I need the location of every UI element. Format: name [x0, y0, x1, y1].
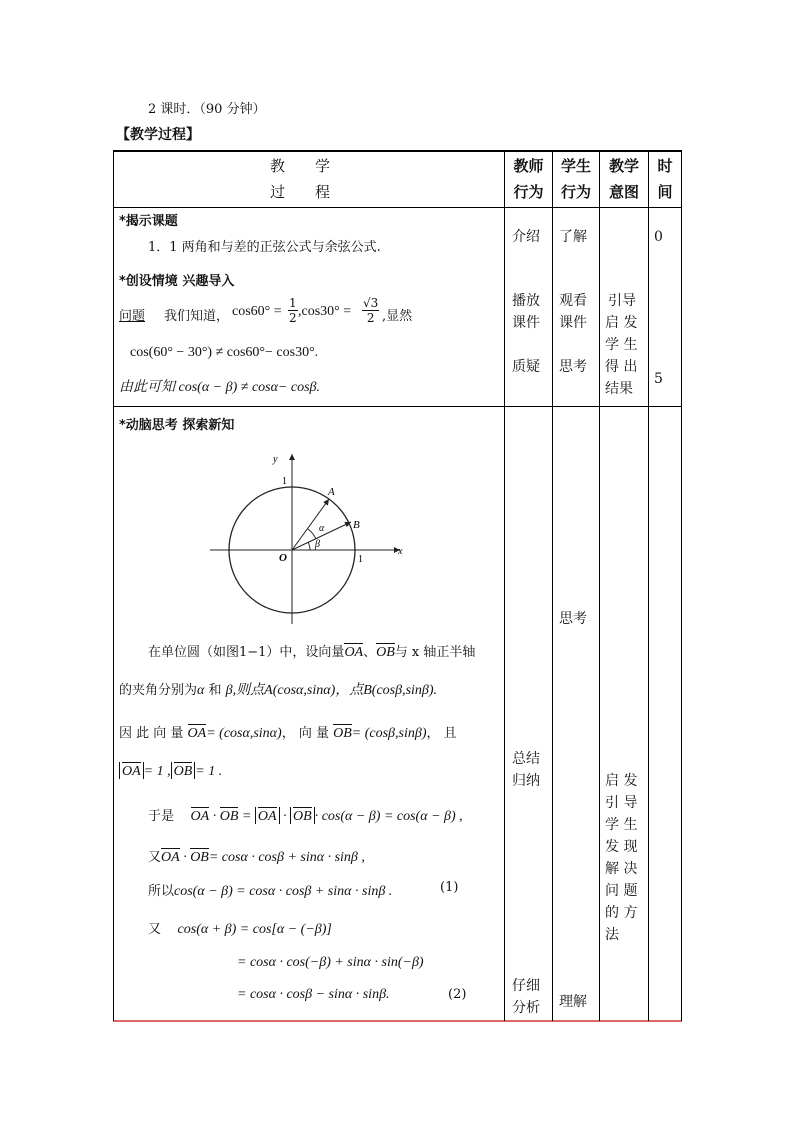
col-intent-line1: 教学	[608, 157, 639, 175]
time-end: 5	[654, 371, 663, 387]
label-x: x	[398, 546, 403, 557]
label-a: A	[328, 486, 335, 498]
student-action-understand: 理解	[559, 994, 587, 1010]
label-one-y: 1	[282, 476, 287, 487]
intent-line: 启 发	[605, 315, 638, 331]
col-student-line1: 学生	[560, 157, 591, 175]
equation-number-2: (2)	[448, 987, 467, 1002]
para2-line: 的夹角分别为α 和 β,则点A(cosα,sinα)，点B(cosβ,sinβ).	[119, 683, 438, 698]
teacher-action-question: 质疑	[512, 359, 540, 375]
col-process-line1: 教 学	[269, 157, 330, 175]
intent-line: 引导	[608, 293, 636, 309]
eq-suoyi: 所以cos(α − β) = cosα · cosβ + sinα · sinβ .	[148, 884, 393, 899]
para1-line: 在单位圆（如图1−1）中，设向量OA、OB与 x 轴正半轴	[148, 645, 476, 660]
label-beta: β	[315, 539, 320, 550]
teacher-action-careful: 仔细	[512, 978, 540, 994]
intent-line: 得 出	[605, 359, 638, 375]
teacher-action-play: 播放	[512, 293, 540, 309]
heading-explore: *动脑思考 探索新知	[119, 418, 235, 433]
eq-inequality: cos(60° − 30°) ≠ cos60°− cos30°.	[130, 345, 319, 360]
teacher-action-analyze: 分析	[512, 1000, 540, 1016]
heading-reveal-topic: *揭示课题	[119, 214, 178, 229]
frac-sqrt3-half: $\frac{√3}{2}$	[363, 296, 379, 325]
col-student-line2: 行为	[560, 183, 591, 201]
intent-line: 学 生	[605, 337, 638, 353]
label-origin: O	[279, 552, 287, 564]
intent-line: 解 决	[605, 861, 638, 877]
problem-text: 我们知道，	[164, 309, 230, 324]
eq-you2: 又 cos(α + β) = cos[α − (−β)]	[148, 922, 332, 937]
student-action-understand: 了解	[559, 229, 587, 245]
student-action-think: 思考	[559, 359, 587, 375]
alpha-arc	[308, 529, 316, 539]
teacher-action-courseware: 课件	[512, 315, 540, 331]
col-teacher-line1: 教师	[513, 157, 544, 175]
student-action-watch: 观看	[559, 293, 587, 309]
eq-line3: = cosα · cosβ − sinα · sinβ.	[237, 987, 390, 1002]
eq-conclusion: 由此可知 cos(α − β) ≠ cosα− cosβ.	[119, 380, 321, 395]
intent-line: 学 生	[605, 817, 638, 833]
col-process-line2: 过 程	[269, 183, 330, 201]
intent-line: 发 现	[605, 839, 638, 855]
eq-yushi: 于是 OA · OB = OA · OB · cos(α − β) = cos(α − β) ,	[148, 809, 463, 824]
problem-label: 问题	[119, 309, 146, 324]
col-time-line2: 间	[657, 183, 673, 201]
eq-you1: 又OA · OB= cosα · cosβ + sinα · sinβ ,	[148, 850, 365, 865]
para3-line: 因 此 向 量 OA= (cosα,sinα)， 向 量 OB= (cosβ,sinβ)， 且	[119, 726, 457, 741]
time-start: 0	[654, 229, 663, 245]
col-teacher-line2: 行为	[513, 183, 544, 201]
label-b: B	[353, 519, 360, 531]
equation-number-1: (1)	[440, 880, 459, 895]
eq-cos60: cos60° =	[232, 304, 282, 319]
teacher-action-intro: 介绍	[512, 229, 540, 245]
col-intent-line2: 意图	[608, 183, 639, 201]
frac-one-half: $\frac{1}{2}$	[289, 296, 297, 325]
teacher-action-summary: 总结	[512, 751, 540, 767]
eq-cos30: ,cos30° =	[298, 304, 352, 319]
label-y: y	[273, 454, 278, 465]
obviously-text: ,显然	[382, 309, 413, 324]
student-action-think: 思考	[559, 611, 587, 627]
intent-line: 法	[605, 927, 619, 943]
eq-line2: = cosα · cos(−β) + sinα · sin(−β)	[237, 955, 424, 970]
intent-line: 问 题	[605, 883, 638, 899]
duration-text: 2 课时．（90 分钟）	[148, 102, 266, 117]
beta-arc	[308, 542, 310, 550]
intent-line: 引 导	[605, 795, 638, 811]
student-action-courseware: 课件	[559, 315, 587, 331]
teacher-action-induction: 归纳	[512, 773, 540, 789]
intent-line: 启 发	[605, 773, 638, 789]
intent-line: 结果	[605, 381, 633, 397]
section-title: 【教学过程】	[116, 127, 200, 143]
unit-circle-figure	[200, 448, 410, 626]
intent-line: 的 方	[605, 905, 638, 921]
label-one-x: 1	[358, 554, 363, 565]
topic-text: 1．1 两角和与差的正弦公式与余弦公式.	[148, 240, 381, 255]
para4-line: OA = 1 , OB = 1 .	[119, 762, 222, 780]
col-time-line1: 时	[657, 157, 673, 175]
heading-scenario: *创设情境 兴趣导入	[119, 274, 235, 289]
label-alpha: α	[319, 523, 325, 534]
